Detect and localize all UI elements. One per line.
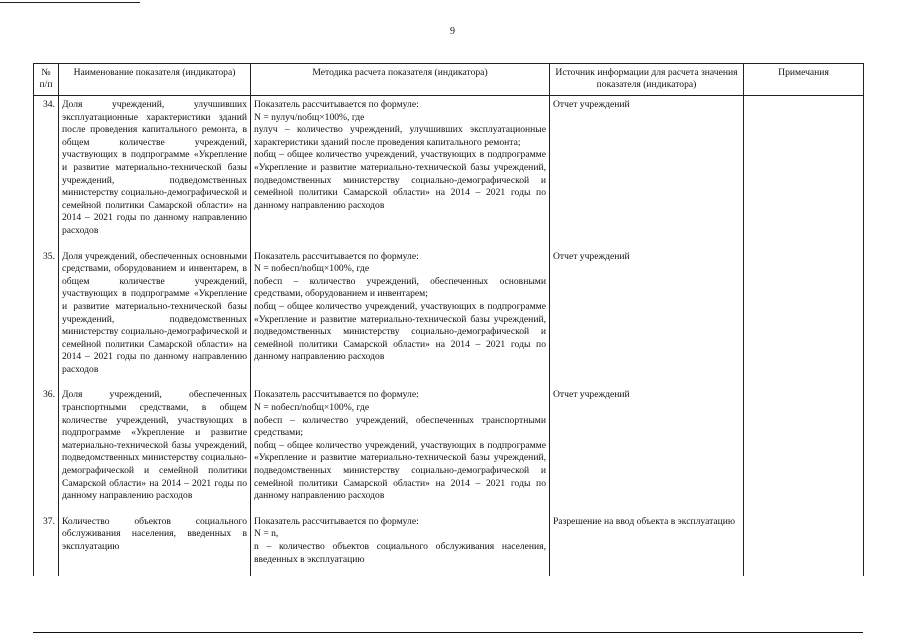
information-source: Разрешение на ввод объекта в эксплуатацию: [550, 513, 744, 576]
page-number: 9: [450, 26, 455, 37]
information-source: Отчет учреждений: [550, 386, 744, 512]
method-method-intro: Показатель рассчитывается по формуле:: [254, 515, 419, 527]
header-method: Методика расчета показателя (индикатора): [251, 64, 550, 96]
notes-cell: [744, 248, 864, 387]
table-row: [34, 248, 864, 387]
table-row: [34, 386, 864, 512]
row-number: 37.: [34, 513, 59, 576]
indicator-name: Доля учреждений, обеспеченных основными средствами, оборудованием и инвентарем, в общем количестве учреждений, участвующих в подпрограмме «Укрепление и развитие материально-технической базы учреждений, подведомственных министерству социально-демографической и семейной политики Самарской области» на 2014 – 2021 годы по данному направлению расходов: [59, 248, 251, 387]
notes-cell: [744, 513, 864, 576]
method-method-intro: Показатель рассчитывается по формуле:: [254, 99, 419, 110]
method-def2: nобщ – общее количество учреждений, участвующих в подпрограмме «Укрепление и развитие материально-технической базы учреждений, подведомственных министерству социально-демографической и семейной политики Самарской области» на 2014 – 2021 годы по данному направлению расходов: [254, 439, 546, 502]
method-def1: nулуч – количество учреждений, улучшивших эксплуатационные характеристики зданий после проведения капитального ремонта;: [254, 124, 546, 148]
notes-cell: [744, 386, 864, 512]
header-number: № п/п: [34, 64, 59, 96]
calculation-method: [251, 96, 550, 248]
table-bottom-edge: [33, 632, 863, 633]
table-row: [34, 96, 864, 248]
method-method-intro: Показатель рассчитывается по формуле:: [254, 389, 419, 401]
header-notes: Примечания: [744, 64, 864, 96]
method-formula: N = nулуч/nобщ×100%, где: [254, 111, 365, 123]
indicator-name: Количество объектов социального обслуживания населения, введенных в эксплуатацию: [59, 513, 251, 576]
method-def1: nобесп – количество учреждений, обеспеченных основными средствами, оборудованием и инвентарем;: [254, 275, 546, 300]
notes-cell: [744, 96, 864, 248]
row-number: 34.: [34, 96, 59, 248]
information-source: Отчет учреждений: [550, 96, 744, 248]
method-def1: n – количество объектов социального обслуживания населения, введенных в эксплуатацию: [254, 541, 546, 565]
information-source: Отчет учреждений: [550, 248, 744, 387]
table-header-row: [34, 64, 864, 96]
method-formula: N = nобесп/nобщ×100%, где: [254, 263, 370, 275]
method-method-intro: Показатель рассчитывается по формуле:: [254, 250, 419, 262]
calculation-method: [251, 248, 550, 387]
method-def1: nобесп – количество учреждений, обеспеченных транспортными средствами;: [254, 414, 546, 439]
indicator-name: Доля учреждений, улучшивших эксплуатационные характеристики зданий после проведения капитального ремонта, в общем количестве учреждений, участвующих в подпрограмме «Укрепление и развитие материально-технической базы учреждений, подведомственных министерству социально-демографической и семейной политики Самарской области» на 2014 – 2021 годы по данному направлению расходов: [59, 96, 251, 248]
method-formula: N = nобесп/nобщ×100%, где: [254, 402, 370, 414]
indicator-name: Доля учреждений, обеспеченных транспортными средствами, в общем количестве учреждений, участвующих в подпрограмме «Укрепление и развитие материально-технической базы учреждений, подведомственных министерству социально-демографической и семейной политики Самарской области» на 2014 – 2021 годы по данному направлению расходов: [59, 386, 251, 512]
row-number: 35.: [34, 248, 59, 387]
top-rule: [0, 2, 140, 3]
calculation-method: [251, 386, 550, 512]
table-row: [34, 513, 864, 576]
indicators-table: [33, 63, 864, 576]
method-def2: nобщ – общее количество учреждений, участвующих в подпрограмме «Укрепление и развитие материально-технической базы учреждений, подведомственных министерству социально-демографической и семейной политики Самарской области» на 2014 – 2021 годы по данному направлению расходов: [254, 300, 546, 363]
method-formula: N = n,: [254, 528, 279, 540]
header-indicator-name: Наименование показателя (индикатора): [59, 64, 251, 96]
header-source: Источник информации для расчета значения показателя (индикатора): [550, 64, 744, 96]
calculation-method: [251, 513, 550, 576]
row-number: 36.: [34, 386, 59, 512]
method-def2: nобщ – общее количество учреждений, участвующих в подпрограмме «Укрепление и развитие материально-технической базы учреждений, подведомственных министерству социально-демографической и семейной политики Самарской области» на 2014 – 2021 годы по данному направлению расходов: [254, 149, 546, 211]
